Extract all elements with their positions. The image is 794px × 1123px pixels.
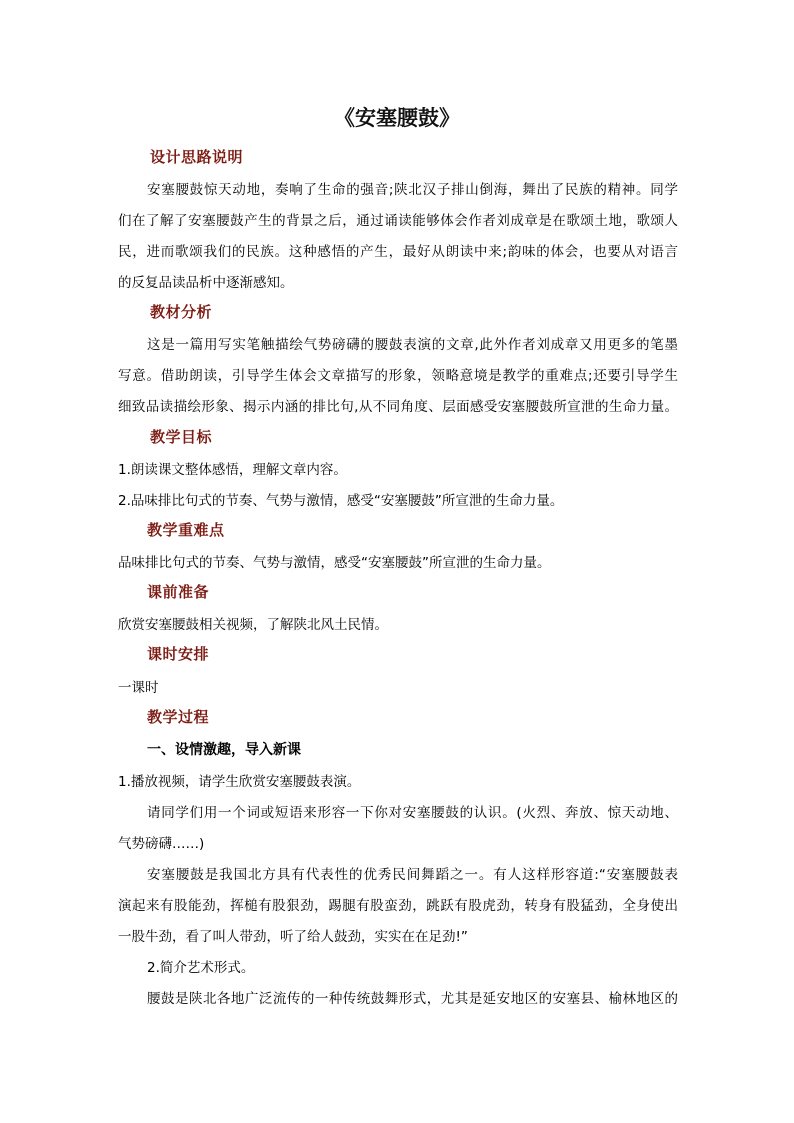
paragraph-line: 的反复品读品析中逐渐感知。 <box>118 275 294 291</box>
preparation-text: 欣赏安塞腰鼓相关视频，了解陕北风土民情。 <box>118 617 388 633</box>
subheading-intro: 一、设情激趣，导入新课 <box>147 742 301 758</box>
key-points-text: 品味排比句式的节奏、气势与激情，感受“安塞腰鼓”所宣泄的生命力量。 <box>118 555 551 571</box>
process-item: 2.简介艺术形式。 <box>147 960 255 976</box>
paragraph-line: 民，进而歌颂我们的民族。这种感悟的产生，最好从朗读中来;韵味的体会，也要从对语言 <box>118 244 678 260</box>
process-item: 1.播放视频，请学生欣赏安塞腰鼓表演。 <box>118 774 361 790</box>
paragraph-line: 们在了解了安塞腰鼓产生的背景之后，通过诵读能够体会作者刘成章是在歌颂土地，歌颂人 <box>118 213 678 229</box>
goal-item: 1.朗读课文整体感悟，理解文章内容。 <box>118 462 347 478</box>
heading-key-points: 教学重难点 <box>147 521 225 539</box>
document-title: 《安塞腰鼓》 <box>334 105 460 130</box>
paragraph-line: 安塞腰鼓惊天动地，奏响了生命的强音;陕北汉子排山倒海，舞出了民族的精神。同学 <box>147 182 678 198</box>
paragraph-line: 细致品读描绘形象、揭示内涵的排比句,从不同角度、层面感受安塞腰鼓所宣泄的生命力量。 <box>118 399 678 415</box>
heading-textbook-analysis: 教材分析 <box>150 303 213 321</box>
paragraph-line: 安塞腰鼓是我国北方具有代表性的优秀民间舞蹈之一。有人这样形容道:“安塞腰鼓表 <box>147 867 678 883</box>
paragraph-line: 腰鼓是陕北各地广泛流传的一种传统鼓舞形式，尤其是延安地区的安塞县、榆林地区的 <box>147 991 678 1007</box>
paragraph-line: 请同学们用一个词或短语来形容一下你对安塞腰鼓的认识。(火烈、奔放、惊天动地、 <box>147 805 678 821</box>
goal-item: 2.品味排比句式的节奏、气势与激情，感受“安塞腰鼓”所宣泄的生命力量。 <box>118 493 564 509</box>
heading-teaching-goals: 教学目标 <box>150 428 213 446</box>
heading-teaching-process: 教学过程 <box>147 708 210 726</box>
heading-preparation: 课前准备 <box>147 583 210 601</box>
paragraph-line: 这是一篇用写实笔触描绘气势磅礴的腰鼓表演的文章,此外作者刘成章又用更多的笔墨 <box>147 337 678 353</box>
paragraph-line: 气势磅礴……) <box>118 836 205 852</box>
paragraph-line: 一股牛劲，看了叫人带劲，听了给人鼓劲，实实在在足劲!” <box>118 929 468 945</box>
heading-schedule: 课时安排 <box>147 645 210 663</box>
paragraph-line: 演起来有股能劲，挥槌有股狠劲，踢腿有股蛮劲，跳跃有股虎劲，转身有股猛劲，全身使出 <box>118 898 678 914</box>
paragraph-line: 写意。借助朗读，引导学生体会文章描写的形象，领略意境是教学的重难点;还要引导学生 <box>118 368 678 384</box>
heading-design-idea: 设计思路说明 <box>150 148 244 166</box>
schedule-text: 一课时 <box>118 680 159 696</box>
